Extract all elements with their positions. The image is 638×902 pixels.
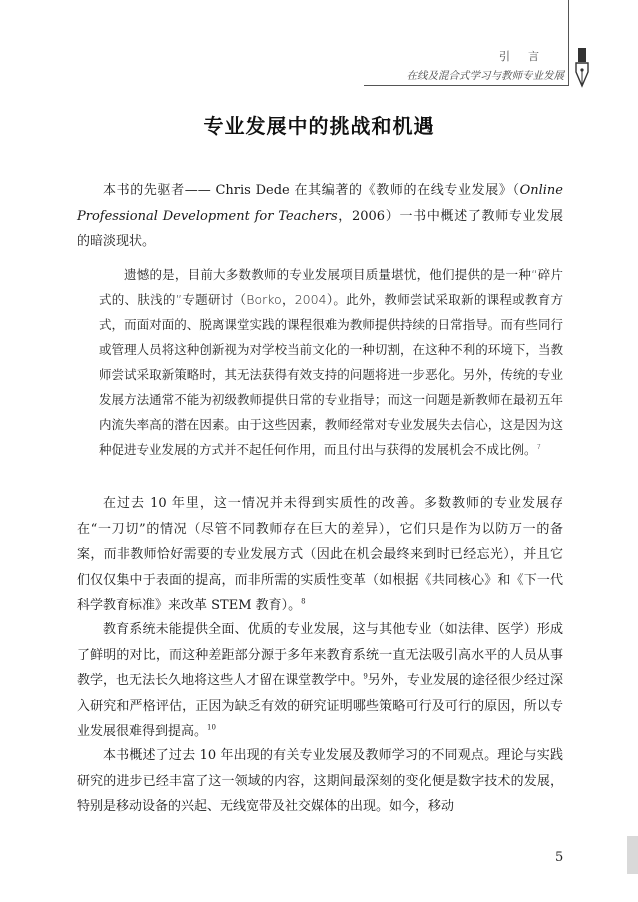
paragraph-3-footnote-ref-b: 10	[207, 723, 216, 732]
intro-text-2: ，2006）一书中概述了教师专业发展的暗淡现状。	[77, 208, 563, 249]
intro-text-1: 本书的先驱者—— Chris Dede 在其编著的《教师的在线专业发展》（	[103, 183, 520, 198]
block-quote	[99, 262, 563, 462]
intro-book-title-en: Online Professional Development for Teachers	[77, 183, 563, 224]
paragraph-3-text-b: 另外，专业发展的途径很少经过深入研究和严格评估，正因为缺乏有效的研究证明哪些策略可行及可行的原因，所以专业发展很难得到提高。	[77, 673, 563, 739]
paragraph-3-text-a: 教育系统未能提供全面、优质的专业发展，这与其他专业（如法律、医学）形成了鲜明的对比，而这种差距部分源于多年来教育系统一直无法吸引高水平的人员从事教学，也无法长久地将这些人才留在课堂教学中。	[77, 622, 563, 688]
paragraph-2	[77, 491, 563, 619]
paragraph-3	[77, 617, 563, 745]
quote-footnote-ref: 7	[536, 442, 541, 451]
paragraph-2-footnote-ref: 8	[301, 597, 306, 606]
header-vertical-rule	[568, 0, 569, 85]
quote-text: 遗憾的是，目前大多数教师的专业发展项目质量堪忧，他们提供的是一种“碎片式的、肤浅的”专题研讨（Borko，2004）。此外，教师尝试采取新的课程或教育方式，而面对面的、脱离课堂实践的课程很难为教师提供持续的日常指导。而有些同行或管理人员将这种创新视为对学校当前文化的一种切割，在这种不利的环境下，当教师尝试采取新策略时，其无法获得有效支持的问题将进一步恶化。另外，传统的专业发展方法通常不能为初级教师提供日常的专业指导；而这一问题是新教师在最初五年内流失率高的潜在因素。由于这些因素，教师经常对专业发展失去信心，这是因为这种促进专业发展的方式并不起任何作用，而且付出与获得的发展机会不成比例。	[99, 267, 563, 457]
paragraph-3-footnote-ref-a: 9	[363, 672, 368, 681]
header-book-subtitle: 在线及混合式学习与教师专业发展	[406, 70, 564, 82]
page-edge-tab	[627, 836, 638, 874]
header-section-title: 引言	[499, 50, 557, 63]
paragraph-4-text: 本书概述了过去 10 年出现的有关专业发展及教师学习的不同观点。理论与实践研究的进步已经丰富了这一领域的内容，这期间最深刻的变化便是数字技术的发展，特别是移动设备的兴起、无线宽带及社交媒体的出现。如今，移动	[77, 748, 563, 814]
section-title: 专业发展中的挑战和机遇	[203, 114, 435, 138]
paragraph-4	[77, 743, 563, 820]
intro-paragraph	[77, 178, 563, 255]
header-horizontal-rule	[364, 85, 569, 86]
pen-nib-icon	[575, 48, 589, 88]
page-number: 5	[555, 850, 564, 865]
paragraph-2-text: 在过去 10 年里，这一情况并未得到实质性的改善。多数教师的专业发展存在“一刀切”的情况（尽管不同教师存在巨大的差异），它们只是作为以防万一的备案，而非教师恰好需要的专业发展方式（因此在机会最终来到时已经忘光），并且它们仅仅集中于表面的提高，而非所需的实质性变革（如根据《共同核心》和《下一代科学教育标准》来改革 STEM 教育）。	[77, 496, 563, 613]
